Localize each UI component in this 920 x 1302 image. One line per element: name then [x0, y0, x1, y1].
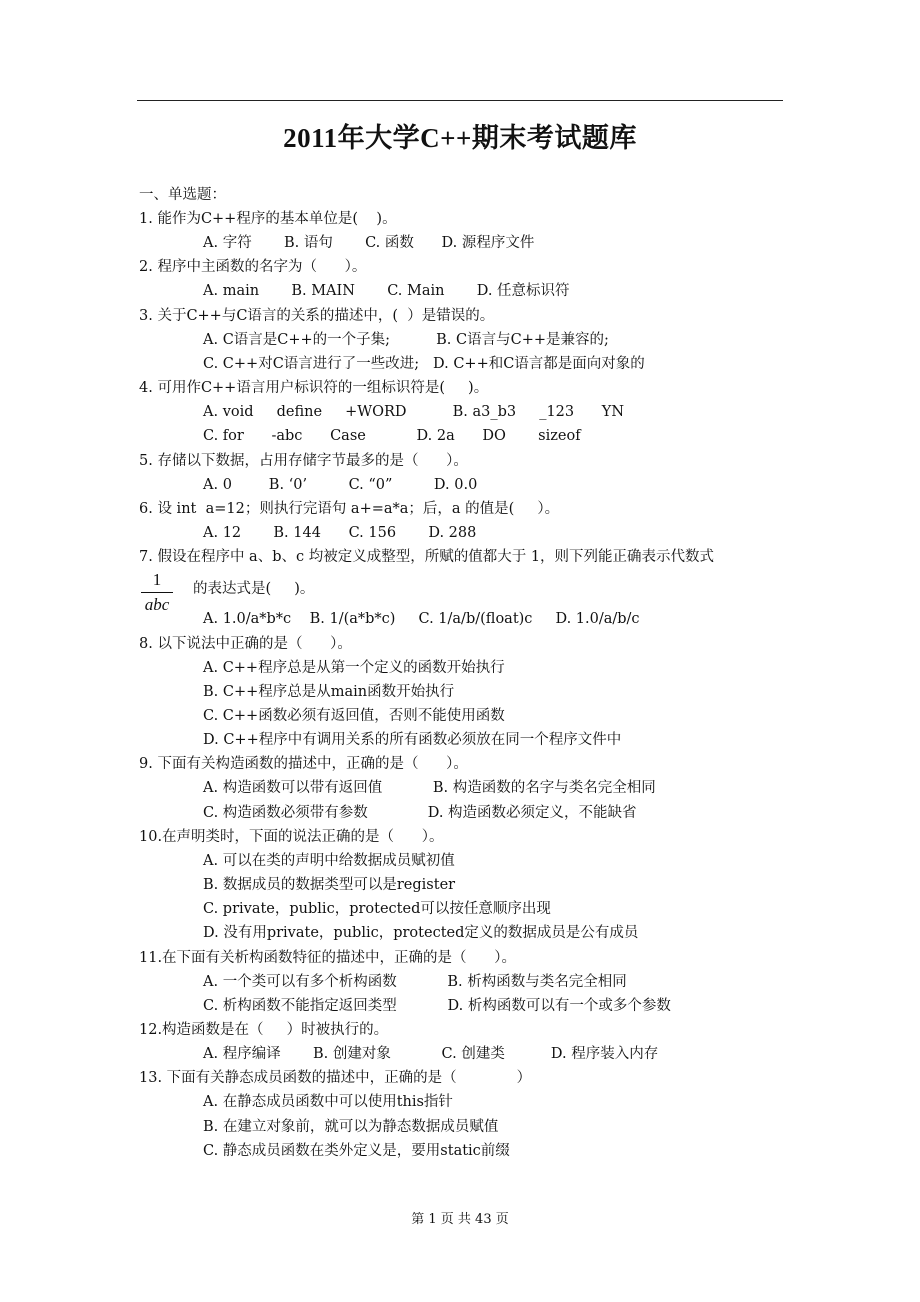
option-line: A. 可以在类的声明中给数据成员赋初值 — [203, 852, 455, 869]
question-line: 6. 设 int a=12；则执行完语句 a+=a*a；后，a 的值是( ）。 — [139, 500, 560, 517]
question-line: 5. 存储以下数据，占用存储字节最多的是（ ）。 — [139, 452, 468, 469]
option-line: C. private，public，protected可以按任意顺序出现 — [203, 901, 551, 918]
question-line: 1. 能作为C++程序的基本单位是( )。 — [139, 211, 397, 227]
option-line: C. C++对C语言进行了一些改进; D. C++和C语言都是面向对象的 — [203, 355, 645, 372]
question-line: 11.在下面有关析构函数特征的描述中，正确的是（ ）。 — [139, 949, 516, 966]
question-line: 8. 以下说法中正确的是（ ）。 — [139, 635, 352, 652]
question-line: 7. 假设在程序中 a、b、c 均被定义成整型，所赋的值都大于 1，则下列能正确表示代数式 — [139, 549, 715, 566]
question-line: 2. 程序中主函数的名字为（ ）。 — [139, 259, 367, 276]
option-line: A. C++程序总是从第一个定义的函数开始执行 — [203, 659, 505, 676]
fraction-1-over-abc — [141, 570, 173, 615]
question-line: 10.在声明类时，下面的说法正确的是（ ）。 — [139, 828, 444, 845]
fraction-denominator: abc — [144, 595, 170, 614]
option-line: A. 12 B. 144 C. 156 D. 288 — [203, 524, 477, 541]
question-line: 3. 关于C++与C语言的关系的描述中，( ）是错误的。 — [139, 307, 495, 324]
question-line: 4. 可用作C++语言用户标识符的一组标识符是( )。 — [139, 380, 489, 397]
section-heading: 一、单选题： — [139, 187, 226, 203]
option-line: D. 没有用private，public，protected定义的数据成员是公有成员 — [203, 925, 639, 942]
option-line: A. 0 B. ‘0’ C. “0” D. 0.0 — [203, 476, 478, 493]
page-footer: 第 1 页 共 43 页 — [411, 1212, 509, 1227]
option-line: A. 字符 B. 语句 C. 函数 D. 源程序文件 — [203, 235, 535, 252]
option-line: A. 在静态成员函数中可以使用this指针 — [203, 1094, 453, 1111]
option-line: A. 一个类可以有多个析构函数 B. 析构函数与类名完全相同 — [203, 973, 627, 990]
question-continuation: 的表达式是( )。 — [170, 581, 315, 598]
option-line: B. 数据成员的数据类型可以是register — [203, 877, 456, 894]
option-line: C. 构造函数必须带有参数 D. 构造函数必须定义，不能缺省 — [203, 804, 637, 821]
question-line: 12.构造函数是在（ ）时被执行的。 — [139, 1021, 389, 1038]
option-line: A. 构造函数可以带有返回值 B. 构造函数的名字与类名完全相同 — [203, 780, 656, 797]
option-line: A. 程序编译 B. 创建对象 C. 创建类 D. 程序装入内存 — [203, 1046, 659, 1063]
option-line: C. for -abc Case D. 2a DO sizeof — [203, 428, 581, 445]
option-line: A. void define +WORD B. a3_b3 _123 YN — [203, 404, 625, 421]
option-line: B. 在建立对象前，就可以为静态数据成员赋值 — [203, 1118, 499, 1135]
option-line: D. C++程序中有调用关系的所有函数必须放在同一个程序文件中 — [203, 732, 622, 749]
option-line: A. C语言是C++的一个子集; B. C语言与C++是兼容的; — [203, 331, 609, 348]
option-line: B. C++程序总是从main函数开始执行 — [203, 683, 455, 700]
option-line: A. main B. MAIN C. Main D. 任意标识符 — [203, 283, 570, 300]
header-rule — [137, 100, 783, 101]
question-line: 9. 下面有关构造函数的描述中，正确的是（ ）。 — [139, 756, 468, 773]
option-line: C. 析构函数不能指定返回类型 D. 析构函数可以有一个或多个参数 — [203, 997, 671, 1014]
option-line: C. C++函数必须有返回值，否则不能使用函数 — [203, 708, 505, 724]
option-line: A. 1.0/a*b*c B. 1/(a*b*c) C. 1/a/b/(float)c D. 1.0/a/b/c — [203, 611, 640, 628]
question-line: 13. 下面有关静态成员函数的描述中，正确的是（ ） — [139, 1070, 532, 1087]
fraction-numerator: 1 — [152, 570, 162, 589]
option-line: C. 静态成员函数在类外定义是，要用static前缀 — [203, 1142, 510, 1159]
page-title: 2011年大学C++期末考试题库 — [283, 123, 637, 153]
